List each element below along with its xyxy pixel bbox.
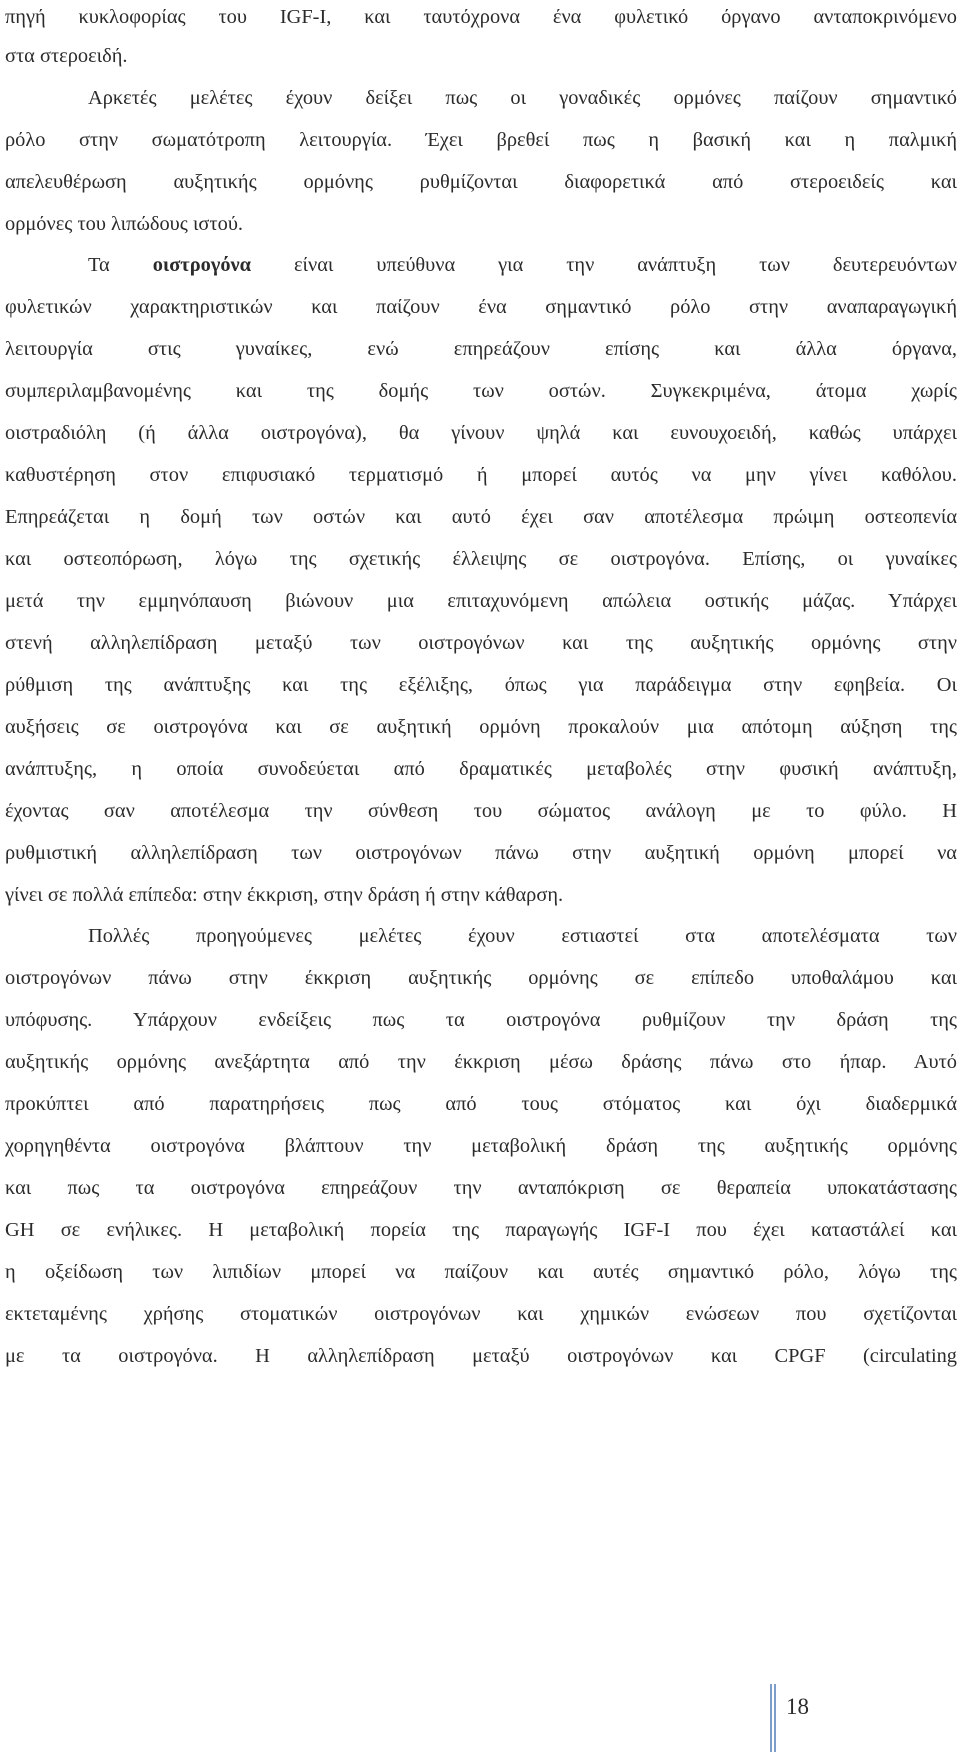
text-line: Αρκετές μελέτες έχουν δείξει πως οι γοναδικές ορμόνες παίζουν σημαντικό [88, 87, 957, 109]
text-line: υπόφυσης. Υπάρχουν ενδείξεις πως τα οιστρογόνα ρυθμίζουν την δράση της [5, 1009, 957, 1031]
text-line: Τα οιστρογόνα είναι υπεύθυνα για την ανάπτυξη των δευτερευόντων [88, 254, 957, 276]
page-number-area [770, 1680, 830, 1754]
page-number-rule [774, 1684, 776, 1752]
text-line: λειτουργία στις γυναίκες, ενώ επηρεάζουν επίσης και άλλα όργανα, [5, 338, 957, 360]
text-line: ορμόνες του λιπώδους ιστού. [5, 213, 244, 235]
page-number: 18 [786, 1694, 809, 1719]
text-line: στα στεροειδή. [5, 45, 128, 67]
text-line: GH σε ενήλικες. Η μεταβολική πορεία της παραγωγής IGF-I που έχει καταστάλεί και [5, 1219, 957, 1241]
text-line: προκύπτει από παρατηρήσεις πως από τους στόματος και όχι διαδερμικά [5, 1093, 957, 1115]
text-line: ρυθμιστική αλληλεπίδραση των οιστρογόνων πάνω στην αυξητική ορμόνη μπορεί να [5, 842, 957, 864]
text-line: και οστεοπόρωση, λόγω της σχετικής έλλειψης σε οιστρογόνα. Επίσης, οι γυναίκες [5, 548, 957, 570]
text-line: με τα οιστρογόνα. Η αλληλεπίδραση μεταξύ οιστρογόνων και CPGF (circulating [5, 1345, 957, 1367]
text-line: έχοντας σαν αποτέλεσμα την σύνθεση του σώματος ανάλογη με το φύλο. Η [5, 800, 957, 822]
text-line: Πολλές προηγούμενες μελέτες έχουν εστιαστεί στα αποτελέσματα των [88, 925, 957, 947]
text-line: και πως τα οιστρογόνα επηρεάζουν την ανταπόκριση σε θεραπεία υποκατάστασης [5, 1177, 957, 1199]
text-line: Επηρεάζεται η δομή των οστών και αυτό έχει σαν αποτέλεσμα πρώιμη οστεοπενία [5, 506, 957, 528]
text-line: ρόλο στην σωματότροπη λειτουργία. Έχει βρεθεί πως η βασική και η παλμική [5, 129, 957, 151]
page-number-rule [770, 1684, 772, 1752]
text-line: μετά την εμμηνόπαυση βιώνουν μια επιταχυνόμενη απώλεια οστικής μάζας. Υπάρχει [5, 590, 957, 612]
text-line: πηγή κυκλοφορίας του IGF-I, και ταυτόχρονα ένα φυλετικό όργανο ανταποκρινόμενο [5, 6, 957, 28]
text-line: εκτεταμένης χρήσης στοματικών οιστρογόνων και χημικών ενώσεων που σχετίζονται [5, 1303, 957, 1325]
text-line: αυξήσεις σε οιστρογόνα και σε αυξητική ορμόνη προκαλούν μια απότομη αύξηση της [5, 716, 957, 738]
text-line: αυξητικής ορμόνης ανεξάρτητα από την έκκριση μέσω δράσης πάνω στο ήπαρ. Αυτό [5, 1051, 957, 1073]
text-line: γίνει σε πολλά επίπεδα: στην έκκριση, στην δράση ή στην κάθαρση. [5, 884, 564, 906]
text-line: χορηγηθέντα οιστρογόνα βλάπτουν την μεταβολική δράση της αυξητικής ορμόνης [5, 1135, 957, 1157]
bold-term: οιστρογόνα [152, 254, 252, 276]
text-line: καθυστέρηση στον επιφυσιακό τερματισμό ή μπορεί αυτός να μην γίνει καθόλου. [5, 464, 957, 486]
text-line: φυλετικών χαρακτηριστικών και παίζουν ένα σημαντικό ρόλο στην αναπαραγωγική [5, 296, 957, 318]
text-line: ρύθμιση της ανάπτυξης και της εξέλιξης, όπως για παράδειγμα στην εφηβεία. Οι [5, 674, 957, 696]
text-line: ανάπτυξης, η οποία συνοδεύεται από δραματικές μεταβολές στην φυσική ανάπτυξη, [5, 758, 957, 780]
text-line: η οξείδωση των λιπιδίων μπορεί να παίζουν και αυτές σημαντικό ρόλο, λόγω της [5, 1261, 957, 1283]
text-line: απελευθέρωση αυξητικής ορμόνης ρυθμίζονται διαφορετικά από στεροειδείς και [5, 171, 957, 193]
text-line: συμπεριλαμβανομένης και της δομής των οστών. Συγκεκριμένα, άτομα χωρίς [5, 380, 957, 402]
text-line: στενή αλληλεπίδραση μεταξύ των οιστρογόνων και της αυξητικής ορμόνης στην [5, 632, 957, 654]
text-line: οιστραδιόλη (ή άλλα οιστρογόνα), θα γίνουν ψηλά και ευνουχοειδή, καθώς υπάρχει [5, 422, 957, 444]
text-line: οιστρογόνων πάνω στην έκκριση αυξητικής ορμόνης σε επίπεδο υποθαλάμου και [5, 967, 957, 989]
